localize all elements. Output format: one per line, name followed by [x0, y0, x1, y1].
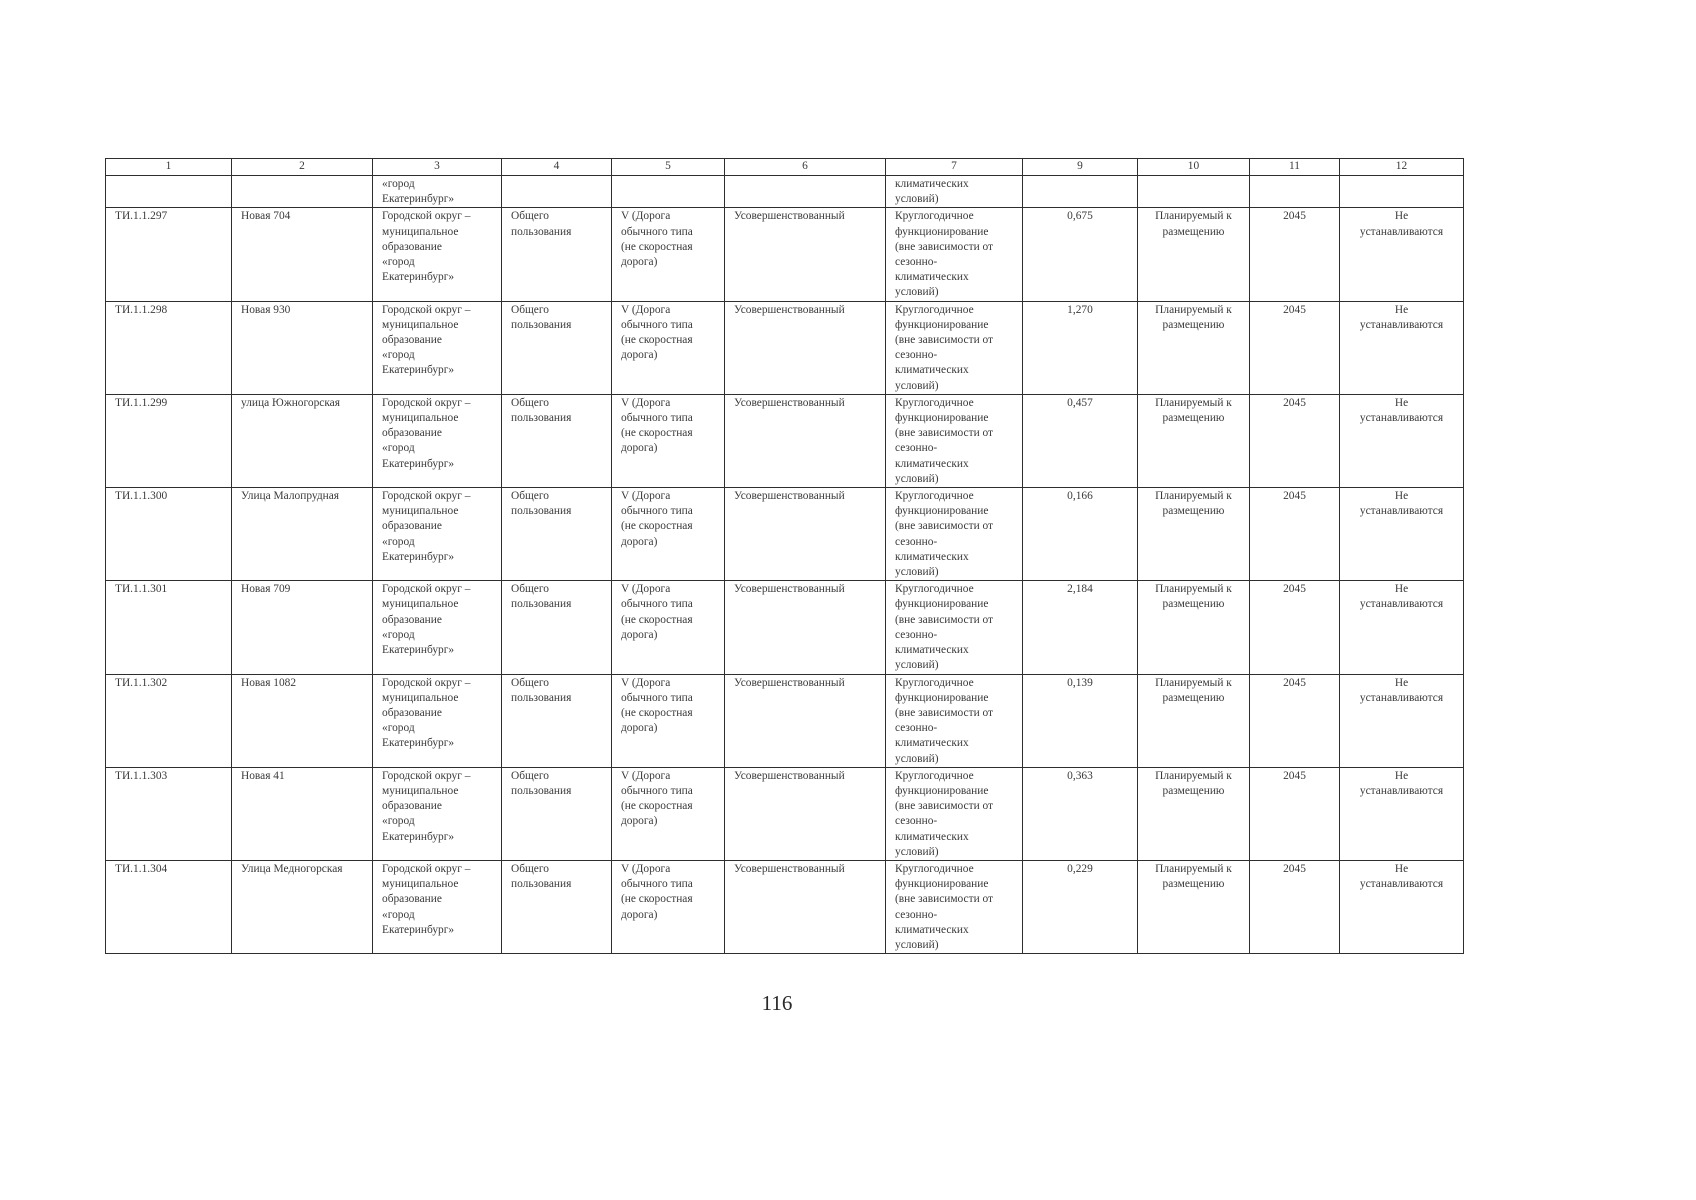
year-cell: 2045 [1250, 488, 1340, 581]
zone-cell: Не устанавливаются [1340, 767, 1464, 860]
surface-cell: Усовершенствованный [725, 208, 886, 301]
category-cell: V (Дорога обычного типа (не скоростная дорога) [612, 394, 725, 487]
mode-cell: Круглогодичное функционирование (вне зависимости от сезонно- климатических условий) [886, 394, 1023, 487]
name-cell: Улица Малопрудная [232, 488, 373, 581]
name-cell: Новая 709 [232, 581, 373, 674]
objects-table [105, 158, 1464, 954]
name-cell: Новая 1082 [232, 674, 373, 767]
id-cell: ТИ.1.1.303 [106, 767, 232, 860]
category-cell: V (Дорога обычного типа (не скоростная дорога) [612, 488, 725, 581]
page-number: 116 [761, 991, 793, 1015]
name-cell: Новая 41 [232, 767, 373, 860]
id-cell: ТИ.1.1.300 [106, 488, 232, 581]
length-cell: 1,270 [1023, 301, 1138, 394]
id-cell: ТИ.1.1.297 [106, 208, 232, 301]
municipality-cell: Городской округ – муниципальное образование «город Екатеринбург» [373, 301, 502, 394]
zone-cell: Не устанавливаются [1340, 488, 1464, 581]
status-cell: Планируемый к размещению [1138, 394, 1250, 487]
year-cell: 2045 [1250, 767, 1340, 860]
year-cell: 2045 [1250, 208, 1340, 301]
zone-cell: Не устанавливаются [1340, 581, 1464, 674]
zone-cell: Не устанавливаются [1340, 674, 1464, 767]
status-cell: Планируемый к размещению [1138, 860, 1250, 953]
table-cell [725, 176, 886, 208]
category-cell: V (Дорога обычного типа (не скоростная дорога) [612, 301, 725, 394]
purpose-cell: Общего пользования [502, 301, 612, 394]
header-cell-3: 3 [373, 159, 502, 176]
name-cell: улица Южногорская [232, 394, 373, 487]
year-cell: 2045 [1250, 301, 1340, 394]
status-cell: Планируемый к размещению [1138, 208, 1250, 301]
table-cell [232, 176, 373, 208]
table-cell [1138, 176, 1250, 208]
header-cell-4: 4 [502, 159, 612, 176]
header-cell-6: 6 [725, 159, 886, 176]
table-cell [1250, 176, 1340, 208]
table-row [106, 488, 1464, 581]
status-cell: Планируемый к размещению [1138, 301, 1250, 394]
surface-cell: Усовершенствованный [725, 301, 886, 394]
header-cell-5: 5 [612, 159, 725, 176]
length-cell: 0,363 [1023, 767, 1138, 860]
table-cell [502, 176, 612, 208]
purpose-cell: Общего пользования [502, 674, 612, 767]
zone-cell: Не устанавливаются [1340, 394, 1464, 487]
mode-cell: Круглогодичное функционирование (вне зависимости от сезонно- климатических условий) [886, 581, 1023, 674]
table-row [106, 394, 1464, 487]
mode-cell: Круглогодичное функционирование (вне зависимости от сезонно- климатических условий) [886, 488, 1023, 581]
length-cell: 0,139 [1023, 674, 1138, 767]
surface-cell: Усовершенствованный [725, 488, 886, 581]
header-cell-12: 12 [1340, 159, 1464, 176]
purpose-cell: Общего пользования [502, 767, 612, 860]
purpose-cell: Общего пользования [502, 581, 612, 674]
category-cell: V (Дорога обычного типа (не скоростная дорога) [612, 208, 725, 301]
continuation-row [106, 176, 1464, 208]
id-cell: ТИ.1.1.302 [106, 674, 232, 767]
mode-cell: Круглогодичное функционирование (вне зависимости от сезонно- климатических условий) [886, 674, 1023, 767]
name-cell: Новая 704 [232, 208, 373, 301]
year-cell: 2045 [1250, 674, 1340, 767]
status-cell: Планируемый к размещению [1138, 581, 1250, 674]
header-cell-11: 11 [1250, 159, 1340, 176]
length-cell: 0,675 [1023, 208, 1138, 301]
mode-cell: Круглогодичное функционирование (вне зависимости от сезонно- климатических условий) [886, 767, 1023, 860]
purpose-cell: Общего пользования [502, 488, 612, 581]
id-cell: ТИ.1.1.301 [106, 581, 232, 674]
status-cell: Планируемый к размещению [1138, 767, 1250, 860]
municipality-cell: Городской округ – муниципальное образование «город Екатеринбург» [373, 767, 502, 860]
table-row [106, 767, 1464, 860]
municipality-cell: Городской округ – муниципальное образование «город Екатеринбург» [373, 488, 502, 581]
surface-cell: Усовершенствованный [725, 674, 886, 767]
municipality-cell: Городской округ – муниципальное образование «город Екатеринбург» [373, 674, 502, 767]
header-cell-1: 1 [106, 159, 232, 176]
mode-cell: Круглогодичное функционирование (вне зависимости от сезонно- климатических условий) [886, 208, 1023, 301]
header-cell-7: 7 [886, 159, 1023, 176]
purpose-cell: Общего пользования [502, 394, 612, 487]
surface-cell: Усовершенствованный [725, 394, 886, 487]
mode-cell: Круглогодичное функционирование (вне зависимости от сезонно- климатических условий) [886, 301, 1023, 394]
table-row [106, 674, 1464, 767]
category-cell: V (Дорога обычного типа (не скоростная дорога) [612, 860, 725, 953]
name-cell: Новая 930 [232, 301, 373, 394]
year-cell: 2045 [1250, 860, 1340, 953]
municipality-cell: Городской округ – муниципальное образование «город Екатеринбург» [373, 394, 502, 487]
length-cell: 0,166 [1023, 488, 1138, 581]
zone-cell: Не устанавливаются [1340, 301, 1464, 394]
table-cell: климатических условий) [886, 176, 1023, 208]
year-cell: 2045 [1250, 394, 1340, 487]
status-cell: Планируемый к размещению [1138, 674, 1250, 767]
table-cell [1023, 176, 1138, 208]
header-row [106, 159, 1464, 176]
category-cell: V (Дорога обычного типа (не скоростная дорога) [612, 674, 725, 767]
header-cell-10: 10 [1138, 159, 1250, 176]
category-cell: V (Дорога обычного типа (не скоростная дорога) [612, 767, 725, 860]
municipality-cell: Городской округ – муниципальное образование «город Екатеринбург» [373, 208, 502, 301]
table-cell [612, 176, 725, 208]
header-cell-9: 9 [1023, 159, 1138, 176]
table-row [106, 208, 1464, 301]
category-cell: V (Дорога обычного типа (не скоростная дорога) [612, 581, 725, 674]
table-row [106, 860, 1464, 953]
surface-cell: Усовершенствованный [725, 767, 886, 860]
id-cell: ТИ.1.1.304 [106, 860, 232, 953]
length-cell: 0,229 [1023, 860, 1138, 953]
length-cell: 0,457 [1023, 394, 1138, 487]
table-row [106, 301, 1464, 394]
header-cell-2: 2 [232, 159, 373, 176]
municipality-cell: Городской округ – муниципальное образование «город Екатеринбург» [373, 581, 502, 674]
length-cell: 2,184 [1023, 581, 1138, 674]
municipality-cell: Городской округ – муниципальное образование «город Екатеринбург» [373, 860, 502, 953]
year-cell: 2045 [1250, 581, 1340, 674]
table-cell: «город Екатеринбург» [373, 176, 502, 208]
id-cell: ТИ.1.1.299 [106, 394, 232, 487]
status-cell: Планируемый к размещению [1138, 488, 1250, 581]
table-row [106, 581, 1464, 674]
purpose-cell: Общего пользования [502, 860, 612, 953]
id-cell: ТИ.1.1.298 [106, 301, 232, 394]
surface-cell: Усовершенствованный [725, 581, 886, 674]
table-cell [106, 176, 232, 208]
surface-cell: Усовершенствованный [725, 860, 886, 953]
mode-cell: Круглогодичное функционирование (вне зависимости от сезонно- климатических условий) [886, 860, 1023, 953]
table-cell [1340, 176, 1464, 208]
zone-cell: Не устанавливаются [1340, 208, 1464, 301]
purpose-cell: Общего пользования [502, 208, 612, 301]
name-cell: Улица Медногорская [232, 860, 373, 953]
zone-cell: Не устанавливаются [1340, 860, 1464, 953]
